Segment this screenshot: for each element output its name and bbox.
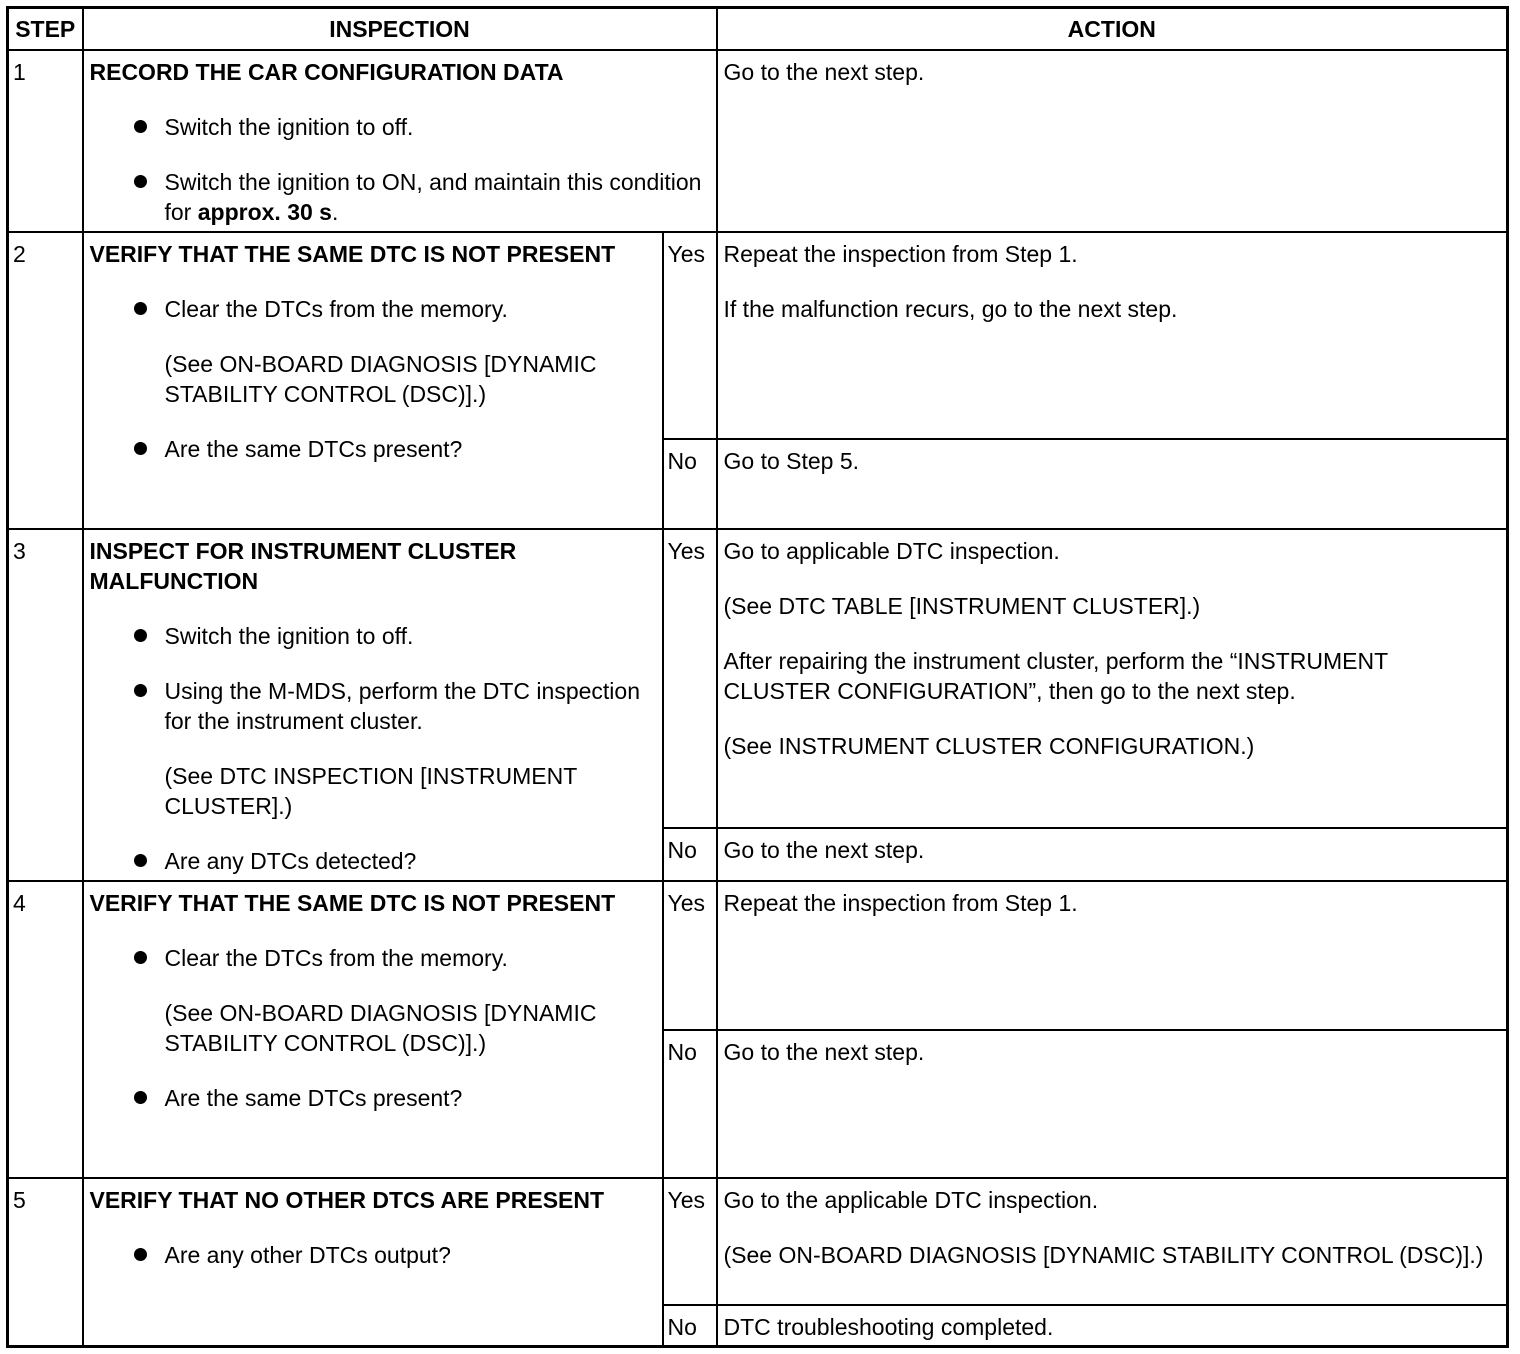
action-text: Go to the next step. (723, 1038, 925, 1065)
dtc-inspection-table (6, 6, 1509, 1348)
action-text: After repairing the instrument cluster, perform the “INSTRUMENT CLUSTER CONFIGURATION”, then go to the next step. (723, 647, 1388, 704)
header-row (8, 8, 1508, 50)
step-title: VERIFY THAT THE SAME DTC IS NOT PRESENT (89, 240, 616, 267)
yes-label: Yes (663, 881, 717, 1030)
no-label: No (663, 1305, 717, 1347)
action-text: Repeat the inspection from Step 1. (723, 240, 1078, 267)
action-text: Repeat the inspection from Step 1. (723, 889, 1078, 916)
bullet-item: Switch the ignition to off. (165, 621, 656, 651)
action-text: DTC troubleshooting completed. (723, 1313, 1054, 1340)
action-cell (717, 439, 1508, 529)
step-title: VERIFY THAT NO OTHER DTCS ARE PRESENT (89, 1186, 605, 1213)
action-text: Go to applicable DTC inspection. (723, 537, 1060, 564)
bullet-item: Are the same DTCs present? (165, 1083, 656, 1113)
action-text: (See INSTRUMENT CLUSTER CONFIGURATION.) (723, 732, 1255, 759)
inspection-cell (83, 881, 663, 1178)
action-text: (See ON-BOARD DIAGNOSIS [DYNAMIC STABILITY CONTROL (DSC)].) (723, 1241, 1484, 1268)
bullet-item: Using the M-MDS, perform the DTC inspection for the instrument cluster. (165, 676, 656, 736)
action-text: Go to the applicable DTC inspection. (723, 1186, 1099, 1213)
inspection-cell (83, 232, 663, 529)
inspection-cell (83, 50, 717, 232)
no-label: No (663, 439, 717, 529)
bullet-item: Are the same DTCs present? (165, 434, 656, 464)
reference-note: (See DTC INSPECTION [INSTRUMENT CLUSTER].) (164, 762, 577, 819)
no-label: No (663, 1030, 717, 1178)
action-text: Go to Step 5. (723, 447, 860, 474)
action-cell (717, 881, 1508, 1030)
action-cell (717, 1030, 1508, 1178)
header-action: ACTION (717, 8, 1508, 50)
yes-label: Yes (663, 1178, 717, 1305)
bullet-item: Clear the DTCs from the memory. (165, 294, 656, 324)
bullet-item: Switch the ignition to ON, and maintain this condition for approx. 30 s. (165, 167, 710, 227)
step-number: 5 (8, 1178, 83, 1347)
action-cell (717, 1305, 1508, 1347)
bullet-item: Clear the DTCs from the memory. (165, 943, 656, 973)
inspection-cell (83, 529, 663, 881)
action-cell (717, 232, 1508, 439)
yes-label: Yes (663, 232, 717, 439)
bold-duration: approx. 30 s (197, 198, 332, 225)
table-row (8, 881, 1508, 1030)
action-cell (717, 529, 1508, 828)
bullet-item: Switch the ignition to off. (165, 112, 710, 142)
step-number: 2 (8, 232, 83, 529)
step-title: RECORD THE CAR CONFIGURATION DATA (89, 58, 564, 85)
yes-label: Yes (663, 529, 717, 828)
reference-note: (See ON-BOARD DIAGNOSIS [DYNAMIC STABILITY CONTROL (DSC)].) (164, 999, 597, 1056)
step-number: 1 (8, 50, 83, 232)
action-cell (717, 828, 1508, 881)
action-cell (717, 1178, 1508, 1305)
action-text: Go to the next step. (723, 836, 925, 863)
table-row (8, 50, 1508, 232)
step-number: 3 (8, 529, 83, 881)
action-cell (717, 50, 1508, 232)
table-row (8, 529, 1508, 828)
table-row (8, 232, 1508, 439)
header-inspection: INSPECTION (83, 8, 717, 50)
no-label: No (663, 828, 717, 881)
step-title: VERIFY THAT THE SAME DTC IS NOT PRESENT (89, 889, 616, 916)
table-row (8, 1178, 1508, 1305)
action-text: If the malfunction recurs, go to the next step. (723, 295, 1178, 322)
reference-note: (See ON-BOARD DIAGNOSIS [DYNAMIC STABILITY CONTROL (DSC)].) (164, 350, 597, 407)
bullet-item: Are any other DTCs output? (165, 1240, 656, 1270)
step-title: INSPECT FOR INSTRUMENT CLUSTER MALFUNCTION (89, 537, 517, 594)
inspection-cell (83, 1178, 663, 1347)
bullet-item: Are any DTCs detected? (165, 846, 656, 876)
action-text: (See DTC TABLE [INSTRUMENT CLUSTER].) (723, 592, 1201, 619)
action-text: Go to the next step. (723, 58, 925, 85)
step-number: 4 (8, 881, 83, 1178)
header-step: STEP (8, 8, 83, 50)
